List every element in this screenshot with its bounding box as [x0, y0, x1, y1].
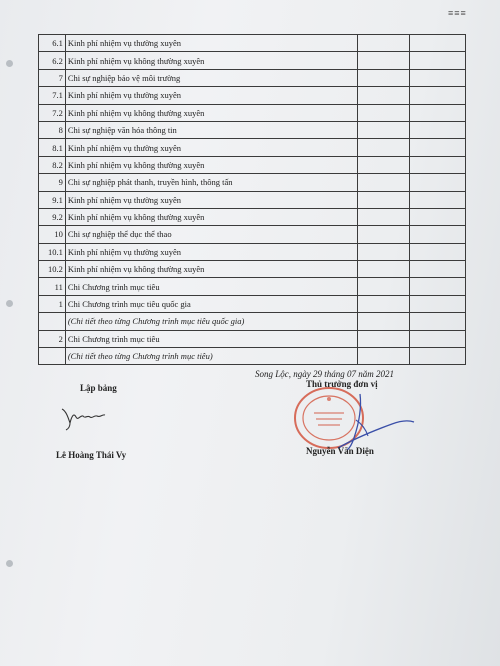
- row-value-cell: [358, 295, 410, 312]
- row-value-cell: [410, 243, 466, 260]
- row-value-cell: [358, 191, 410, 208]
- row-description: Kinh phí nhiệm vụ không thường xuyên: [65, 261, 357, 278]
- row-number: 9.1: [39, 191, 66, 208]
- row-description: Kinh phí nhiệm vụ thường xuyên: [65, 139, 357, 156]
- row-value-cell: [358, 348, 410, 365]
- table-row: [39, 226, 466, 243]
- row-value-cell: [410, 87, 466, 104]
- row-value-cell: [410, 313, 466, 330]
- row-number: 1: [39, 295, 66, 312]
- punch-hole: [6, 560, 13, 567]
- row-number: 7.1: [39, 87, 66, 104]
- row-number: 10.1: [39, 243, 66, 260]
- row-value-cell: [358, 278, 410, 295]
- row-description: Chi sự nghiệp văn hóa thông tin: [65, 121, 357, 138]
- row-value-cell: [358, 121, 410, 138]
- row-value-cell: [410, 35, 466, 52]
- budget-table: [38, 34, 466, 365]
- row-value-cell: [358, 139, 410, 156]
- row-value-cell: [358, 104, 410, 121]
- row-value-cell: [358, 174, 410, 191]
- row-number: 9.2: [39, 208, 66, 225]
- row-value-cell: [358, 243, 410, 260]
- head-of-unit-title: Thủ trưởng đơn vị: [306, 379, 378, 389]
- prepared-by-title: Lập bảng: [80, 383, 117, 393]
- table-row: [39, 313, 466, 330]
- table-row: [39, 243, 466, 260]
- table-row: [39, 174, 466, 191]
- table-row: [39, 87, 466, 104]
- row-value-cell: [358, 261, 410, 278]
- row-number: 10.2: [39, 261, 66, 278]
- row-number: 10: [39, 226, 66, 243]
- row-description: Kinh phí nhiệm vụ không thường xuyên: [65, 52, 357, 69]
- table-row: [39, 52, 466, 69]
- row-value-cell: [358, 69, 410, 86]
- row-number: 11: [39, 278, 66, 295]
- date-line: Song Lộc, ngày 29 tháng 07 năm 2021: [255, 369, 394, 379]
- row-value-cell: [358, 87, 410, 104]
- row-value-cell: [358, 330, 410, 347]
- row-description: Kinh phí nhiệm vụ thường xuyên: [65, 35, 357, 52]
- row-value-cell: [358, 313, 410, 330]
- row-number: 8: [39, 121, 66, 138]
- row-value-cell: [410, 348, 466, 365]
- row-number: 8.1: [39, 139, 66, 156]
- punch-hole: [6, 300, 13, 307]
- row-value-cell: [410, 278, 466, 295]
- row-description: Chi Chương trình mục tiêu: [65, 330, 357, 347]
- table-row: [39, 348, 466, 365]
- table-row: [39, 191, 466, 208]
- table-row: [39, 69, 466, 86]
- row-value-cell: [410, 104, 466, 121]
- row-description: (Chi tiết theo từng Chương trình mục tiêu): [65, 348, 357, 365]
- punch-hole: [6, 60, 13, 67]
- row-description: Kinh phí nhiệm vụ không thường xuyên: [65, 208, 357, 225]
- row-number: 7: [39, 69, 66, 86]
- corner-mark: ≡≡≡: [448, 8, 467, 18]
- row-value-cell: [410, 261, 466, 278]
- row-value-cell: [410, 226, 466, 243]
- row-value-cell: [410, 295, 466, 312]
- preparer-signature: [58, 403, 108, 433]
- row-number: 7.2: [39, 104, 66, 121]
- table-row: [39, 261, 466, 278]
- row-description: Chi sự nghiệp thể dục thể thao: [65, 226, 357, 243]
- row-description: Kinh phí nhiệm vụ không thường xuyên: [65, 104, 357, 121]
- row-description: Chi Chương trình mục tiêu: [65, 278, 357, 295]
- row-description: Kinh phí nhiệm vụ thường xuyên: [65, 243, 357, 260]
- row-number: [39, 348, 66, 365]
- row-description: Chi sự nghiệp phát thanh, truyền hình, thông tấn: [65, 174, 357, 191]
- row-number: 9: [39, 174, 66, 191]
- table-row: [39, 104, 466, 121]
- row-value-cell: [410, 174, 466, 191]
- binding-holes: [0, 0, 20, 666]
- row-value-cell: [410, 139, 466, 156]
- table-row: [39, 139, 466, 156]
- row-value-cell: [410, 156, 466, 173]
- row-value-cell: [410, 69, 466, 86]
- row-description: Kinh phí nhiệm vụ không thường xuyên: [65, 156, 357, 173]
- row-description: Chi sự nghiệp bảo vệ môi trường: [65, 69, 357, 86]
- row-number: 6.1: [39, 35, 66, 52]
- row-number: [39, 313, 66, 330]
- row-number: 6.2: [39, 52, 66, 69]
- row-value-cell: [410, 330, 466, 347]
- row-description: Kinh phí nhiệm vụ thường xuyên: [65, 191, 357, 208]
- row-number: 8.2: [39, 156, 66, 173]
- row-description: Kinh phí nhiệm vụ thường xuyên: [65, 87, 357, 104]
- row-value-cell: [410, 191, 466, 208]
- row-description: Chi Chương trình mục tiêu quốc gia: [65, 295, 357, 312]
- table-row: [39, 121, 466, 138]
- row-value-cell: [410, 52, 466, 69]
- table-row: [39, 35, 466, 52]
- table-row: [39, 330, 466, 347]
- row-value-cell: [358, 35, 410, 52]
- table-row: [39, 278, 466, 295]
- table-row: [39, 295, 466, 312]
- row-value-cell: [358, 208, 410, 225]
- table-row: [39, 208, 466, 225]
- head-name: Nguyễn Văn Diện: [306, 446, 374, 456]
- row-number: 2: [39, 330, 66, 347]
- row-value-cell: [410, 121, 466, 138]
- row-description: (Chi tiết theo từng Chương trình mục tiêu quốc gia): [65, 313, 357, 330]
- row-value-cell: [358, 226, 410, 243]
- table-row: [39, 156, 466, 173]
- row-value-cell: [358, 156, 410, 173]
- preparer-name: Lê Hoàng Thái Vy: [56, 450, 127, 460]
- row-value-cell: [410, 208, 466, 225]
- row-value-cell: [358, 52, 410, 69]
